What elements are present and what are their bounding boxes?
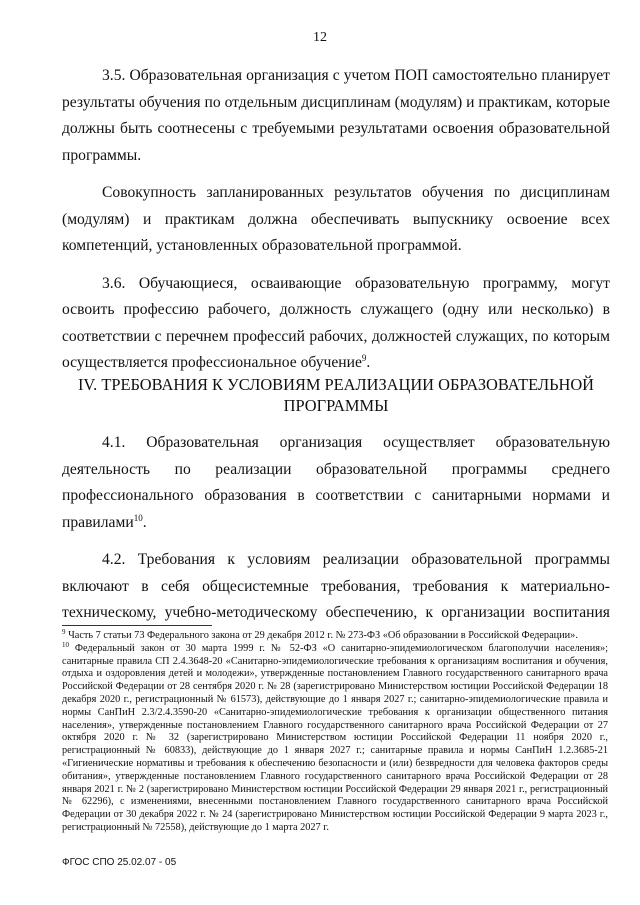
section-4-body bbox=[62, 430, 610, 627]
section-3-body bbox=[62, 63, 610, 377]
paragraph-3-6 bbox=[62, 271, 610, 377]
section-heading-line2: ПРОГРАММЫ bbox=[283, 396, 389, 415]
footnote-10 bbox=[62, 640, 608, 835]
footnote-divider bbox=[62, 625, 212, 626]
paragraph-3-6-text: 3.6. Обучающиеся, осваивающие образовательную программу, могут освоить профессию рабочего, должность служащего (одну или несколько) в соответствии с перечнем профессий рабочих, должностей служащих, по которым осуществляется профессиональное обучение bbox=[62, 274, 610, 371]
footnote-ref-10[interactable]: 10 bbox=[133, 512, 143, 523]
document-code: ФГОС СПО 25.02.07 - 05 bbox=[62, 857, 177, 868]
paragraph-4-1-end: . bbox=[142, 513, 147, 531]
paragraph-4-2: 4.2. Требования к условиям реализации образовательной программы включают в себя общесистемные требования, требования к материально-техническому, учебно-методическому обеспечению, к организации воспитания bbox=[62, 551, 610, 621]
section-heading-line1: IV. ТРЕБОВАНИЯ К УСЛОВИЯМ РЕАЛИЗАЦИИ ОБРАЗОВАТЕЛЬНОЙ bbox=[77, 375, 595, 394]
paragraph-4-1 bbox=[62, 430, 610, 536]
paragraph-3-6-end: . bbox=[366, 354, 371, 371]
footnote-10-text: Федеральный закон от 30 марта 1999 г. № 52-ФЗ «О санитарно-эпидемиологическом благополучии населения»; санитарные правила СП 2.4.3648-20 «Санитарно-эпидемиологические требования к организациям воспитания и обучения, отдыха и оздоровления детей и молодежи», утвержденные постановлением Главного государственного санитарного врача Российской Федерации от 28 сентября 2020 г. № 28 (зарегистрировано Министерством юстиции Российской Федерации 18 декабря 2020 г., регистрационный № 61573), действующие до 1 января 2027 г.; санитарно-эпидемиологические правила и нормы СанПиН 2.3/2.4.3590-20 «Санитарно-эпидемиологические требования к организации общественного питания населения», утвержденные постановлением Главного государственного санитарного врача Российской Федерации от 27 октября 2020 г. № 32 (зарегистрировано Министерством юстиции Российской Федерации 11 ноября 2020 г., регистрационный № 60833), действующие до 1 января 2027 г.; санитарные правила и нормы СанПиН 1.2.3685-21 «Гигиенические нормативы и требования к обеспечению безопасности и (или) безвредности для человека факторов среды обитания», утвержденные постановлением Главного государственного санитарного врача Российской Федерации от 28 января 2021 г. № 2 (зарегистрировано Министерством юстиции Российской Федерации 29 января 2021 г., регистрационный № 62296), с изменениями, внесенными постановлением Главного государственного санитарного врача Российской Федерации от 30 декабря 2022 г. № 24 (зарегистрировано Министерством юстиции Российской Федерации 9 марта 2023 г., регистрационный № 72558), действующие до 1 марта 2027 г. bbox=[62, 642, 608, 833]
paragraph-4-1-text: 4.1. Образовательная организация осуществляет образовательную деятельность по реализации образовательной программы среднего профессионального образования в соответствии с санитарными нормами и правилами bbox=[62, 434, 610, 531]
section-heading bbox=[62, 374, 610, 416]
footnote-10-marker: 10 bbox=[62, 640, 69, 649]
paragraph-3-5-competencies: Совокупность запланированных результатов обучения по дисциплинам (модулям) и практикам должна обеспечивать выпускнику освоение всех компетенций, установленных образовательной программой. bbox=[62, 184, 610, 254]
footnote-9 bbox=[62, 630, 608, 643]
paragraph-3-5: 3.5. Образовательная организация с учетом ПОП самостоятельно планирует результаты обучения по отдельным дисциплинам (модулям) и практикам, которые должны быть соотнесены с требуемыми результатами освоения образовательной программы. bbox=[62, 67, 610, 164]
footnote-ref-9[interactable]: 9 bbox=[361, 353, 367, 363]
footnote-9-text: Часть 7 статьи 73 Федерального закона от 29 декабря 2012 г. № 273-ФЗ «Об образовании в Российской Федерации». bbox=[65, 630, 578, 641]
footnote-9-marker: 9 bbox=[62, 628, 66, 636]
page-number: 12 bbox=[313, 30, 327, 45]
footnotes bbox=[62, 630, 608, 835]
